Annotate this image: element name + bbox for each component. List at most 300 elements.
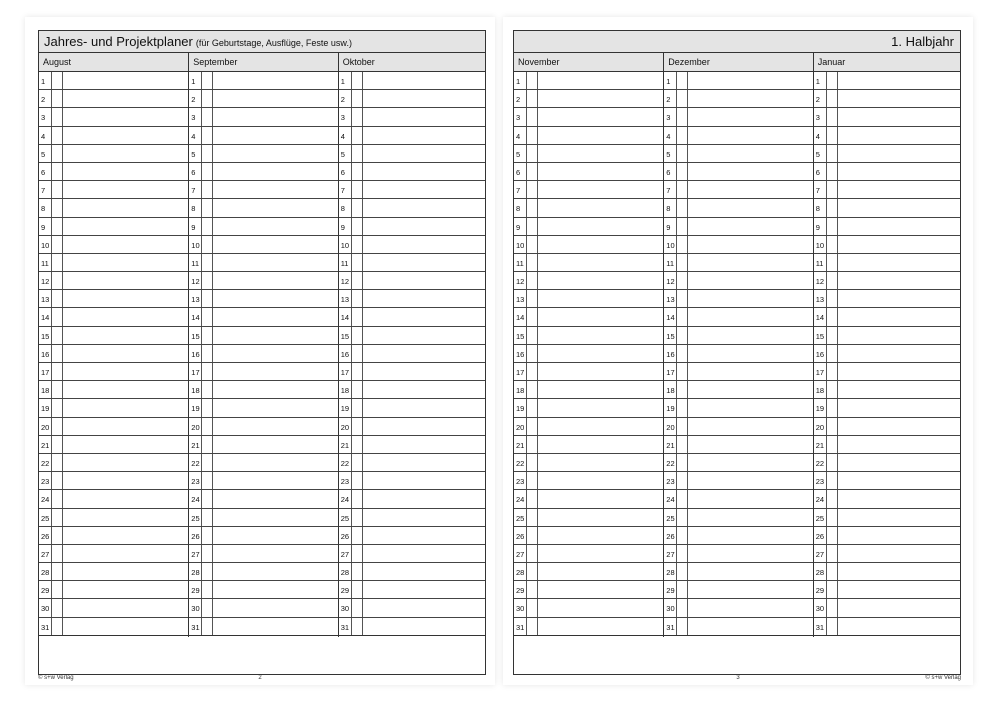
day-number: 23: [666, 477, 675, 487]
right-page: [503, 17, 973, 685]
day-number: 29: [340, 586, 350, 596]
day-number: 14: [516, 313, 525, 323]
month-header: November: [514, 53, 663, 72]
day-list: [339, 72, 485, 637]
day-number: 12: [666, 277, 675, 287]
day-number: 7: [666, 186, 671, 196]
day-row: [514, 381, 663, 399]
day-number: 1: [666, 77, 671, 86]
day-number: 29: [666, 586, 675, 596]
month-header: September: [189, 53, 337, 72]
day-number: 9: [340, 222, 345, 232]
day-row: [339, 218, 485, 236]
day-number: 27: [41, 549, 50, 559]
day-row: [664, 599, 812, 617]
month-header: Dezember: [664, 53, 812, 72]
day-number: 21: [815, 440, 825, 450]
day-row: [814, 181, 960, 199]
day-number: 18: [41, 386, 50, 396]
day-row: [339, 363, 485, 381]
day-number: 17: [666, 368, 675, 377]
day-number: 19: [815, 404, 825, 414]
day-row: [664, 308, 812, 326]
day-row: [189, 490, 337, 508]
day-row: [39, 236, 188, 254]
day-row: [39, 490, 188, 508]
day-row: [339, 545, 485, 563]
day-row: [39, 545, 188, 563]
day-number: 3: [666, 113, 671, 123]
day-row: [514, 545, 663, 563]
day-row: [339, 236, 485, 254]
day-row: [814, 308, 960, 326]
day-row: [189, 308, 337, 326]
day-row: [664, 72, 812, 90]
left-page: [25, 17, 495, 685]
day-row: [39, 363, 188, 381]
day-number: 31: [666, 622, 675, 632]
day-row: [664, 290, 812, 308]
day-number: 26: [516, 531, 525, 541]
day-row: [664, 545, 812, 563]
day-number: 28: [41, 568, 50, 578]
day-row: [339, 399, 485, 417]
day-row: [664, 563, 812, 581]
day-row: [814, 290, 960, 308]
day-row: [339, 127, 485, 145]
day-row: [39, 618, 188, 636]
day-row: [814, 108, 960, 126]
day-row: [514, 72, 663, 90]
day-number: 27: [191, 549, 200, 559]
day-number: 5: [516, 149, 521, 159]
day-row: [39, 254, 188, 272]
day-number: 23: [815, 477, 825, 487]
day-row: [39, 399, 188, 417]
day-number: 20: [815, 422, 825, 432]
planner-frame-right: [513, 30, 961, 675]
planner-title: Jahres- und Projektplaner (für Geburtstage, Ausflüge, Feste usw.): [44, 34, 352, 49]
day-row: [189, 618, 337, 636]
day-number: 25: [191, 513, 200, 523]
day-row: [814, 581, 960, 599]
day-row: [514, 327, 663, 345]
day-number: 13: [41, 295, 50, 305]
day-number: 22: [41, 458, 50, 468]
day-number: 7: [340, 186, 345, 196]
day-number: 2: [815, 95, 820, 105]
day-number: 25: [516, 513, 525, 523]
day-row: [664, 381, 812, 399]
day-number: 4: [516, 131, 521, 141]
day-row: [339, 327, 485, 345]
day-number: 21: [340, 440, 350, 450]
day-row: [39, 108, 188, 126]
day-number: 8: [41, 204, 46, 214]
day-row: [664, 581, 812, 599]
day-row: [814, 563, 960, 581]
day-row: [664, 418, 812, 436]
day-row: [39, 163, 188, 181]
day-number: 3: [815, 113, 820, 123]
day-row: [339, 145, 485, 163]
day-row: [339, 527, 485, 545]
day-number: 13: [666, 295, 675, 305]
page-number: 2: [258, 675, 262, 681]
day-number: 19: [666, 404, 675, 414]
day-row: [339, 618, 485, 636]
day-row: [189, 127, 337, 145]
day-number: 28: [666, 568, 675, 578]
month-grid-right: [514, 53, 960, 637]
day-list: [189, 72, 337, 637]
day-number: 6: [516, 167, 521, 177]
day-number: 3: [340, 113, 345, 123]
day-number: 1: [191, 77, 196, 86]
day-number: 29: [516, 586, 525, 596]
day-row: [664, 145, 812, 163]
day-row: [39, 527, 188, 545]
day-number: 16: [191, 349, 200, 359]
day-number: 31: [191, 622, 200, 632]
day-number: 31: [815, 622, 825, 632]
day-row: [189, 599, 337, 617]
day-row: [189, 472, 337, 490]
day-number: 12: [516, 277, 525, 287]
day-number: 29: [41, 586, 50, 596]
day-row: [189, 399, 337, 417]
day-row: [339, 199, 485, 217]
day-row: [339, 436, 485, 454]
day-number: 12: [340, 277, 350, 287]
day-row: [39, 599, 188, 617]
month-column-september: [188, 53, 337, 637]
day-row: [514, 345, 663, 363]
day-number: 14: [340, 313, 350, 323]
day-number: 20: [666, 422, 675, 432]
day-row: [339, 509, 485, 527]
day-number: 3: [191, 113, 196, 123]
day-number: 2: [666, 95, 671, 105]
day-row: [39, 345, 188, 363]
day-row: [189, 218, 337, 236]
day-row: [814, 327, 960, 345]
day-number: 22: [340, 458, 350, 468]
day-row: [514, 181, 663, 199]
copyright-footer: © s+w Verlag: [925, 675, 961, 681]
day-row: [39, 218, 188, 236]
day-number: 15: [516, 331, 525, 341]
title-bar-right: [514, 31, 960, 53]
day-row: [189, 345, 337, 363]
day-row: [514, 108, 663, 126]
day-number: 5: [340, 149, 345, 159]
day-number: 22: [815, 458, 825, 468]
day-row: [514, 527, 663, 545]
month-column-januar: [813, 53, 960, 637]
month-column-dezember: [663, 53, 812, 637]
half-year-title: 1. Halbjahr: [891, 34, 954, 49]
day-row: [339, 345, 485, 363]
day-number: 27: [340, 549, 350, 559]
day-row: [514, 254, 663, 272]
day-number: 29: [191, 586, 200, 596]
day-row: [514, 272, 663, 290]
day-number: 30: [41, 604, 50, 614]
day-number: 10: [340, 240, 350, 250]
day-number: 25: [815, 513, 825, 523]
day-number: 9: [516, 222, 521, 232]
day-number: 30: [340, 604, 350, 614]
day-row: [814, 618, 960, 636]
day-number: 19: [340, 404, 350, 414]
day-list: [514, 72, 663, 637]
day-number: 23: [41, 477, 50, 487]
day-number: 9: [666, 222, 671, 232]
day-row: [339, 290, 485, 308]
day-number: 27: [815, 549, 825, 559]
day-number: 2: [41, 95, 46, 105]
day-row: [814, 381, 960, 399]
day-number: 22: [666, 458, 675, 468]
day-row: [814, 272, 960, 290]
day-number: 11: [340, 258, 349, 268]
day-number: 1: [41, 77, 46, 86]
day-number: 24: [191, 495, 200, 505]
day-number: 26: [815, 531, 825, 541]
day-row: [189, 290, 337, 308]
notes-area-left: [39, 635, 485, 674]
day-row: [189, 90, 337, 108]
month-header: Oktober: [339, 53, 485, 72]
month-column-november: [514, 53, 663, 637]
day-row: [39, 199, 188, 217]
day-number: 15: [340, 331, 350, 341]
day-number: 14: [666, 313, 675, 323]
day-number: 1: [516, 77, 521, 86]
day-list: [39, 72, 188, 637]
day-number: 30: [191, 604, 200, 614]
day-row: [339, 381, 485, 399]
day-number: 3: [516, 113, 521, 123]
day-row: [39, 127, 188, 145]
day-number: 24: [41, 495, 50, 505]
day-row: [189, 272, 337, 290]
day-number: 19: [41, 404, 50, 414]
day-row: [814, 163, 960, 181]
day-number: 28: [516, 568, 525, 578]
day-row: [189, 581, 337, 599]
day-row: [189, 181, 337, 199]
day-row: [514, 218, 663, 236]
day-row: [814, 472, 960, 490]
day-row: [189, 527, 337, 545]
day-row: [514, 236, 663, 254]
day-row: [664, 399, 812, 417]
day-number: 10: [41, 240, 50, 250]
day-row: [664, 108, 812, 126]
day-row: [664, 90, 812, 108]
day-number: 16: [815, 349, 825, 359]
day-row: [339, 599, 485, 617]
day-row: [664, 199, 812, 217]
day-row: [814, 490, 960, 508]
day-number: 24: [815, 495, 825, 505]
day-number: 10: [666, 240, 675, 250]
day-number: 4: [191, 131, 196, 141]
day-number: 24: [666, 495, 675, 505]
day-number: 7: [815, 186, 820, 196]
day-row: [514, 308, 663, 326]
day-row: [339, 581, 485, 599]
day-row: [814, 345, 960, 363]
day-row: [39, 509, 188, 527]
day-row: [339, 418, 485, 436]
day-row: [39, 327, 188, 345]
day-row: [39, 308, 188, 326]
day-number: 11: [516, 258, 524, 268]
day-number: 24: [340, 495, 350, 505]
day-row: [339, 254, 485, 272]
day-row: [189, 108, 337, 126]
day-number: 5: [191, 149, 196, 159]
day-number: 18: [516, 386, 525, 396]
day-number: 16: [666, 349, 675, 359]
day-row: [39, 290, 188, 308]
day-number: 23: [340, 477, 350, 487]
day-number: 4: [41, 131, 46, 141]
day-row: [189, 163, 337, 181]
day-number: 2: [340, 95, 345, 105]
day-row: [664, 236, 812, 254]
day-number: 21: [41, 440, 50, 450]
planner-frame-left: [38, 30, 486, 675]
day-row: [814, 509, 960, 527]
day-number: 16: [41, 349, 50, 359]
day-row: [514, 436, 663, 454]
day-row: [664, 181, 812, 199]
day-number: 9: [815, 222, 820, 232]
day-number: 11: [815, 258, 824, 268]
day-row: [514, 618, 663, 636]
day-row: [339, 90, 485, 108]
copyright-footer: © s+w Verlag: [38, 675, 74, 681]
day-row: [814, 436, 960, 454]
day-number: 21: [666, 440, 675, 450]
notes-area-right: [514, 635, 960, 674]
day-row: [814, 72, 960, 90]
day-number: 5: [666, 149, 671, 159]
day-row: [814, 254, 960, 272]
day-row: [189, 145, 337, 163]
day-number: 14: [815, 313, 825, 323]
day-row: [339, 272, 485, 290]
day-row: [514, 509, 663, 527]
day-number: 8: [815, 204, 820, 214]
day-row: [664, 454, 812, 472]
day-row: [814, 90, 960, 108]
day-number: 9: [191, 222, 196, 232]
day-row: [514, 363, 663, 381]
day-row: [39, 181, 188, 199]
day-number: 8: [666, 204, 671, 214]
day-row: [514, 454, 663, 472]
day-number: 10: [516, 240, 525, 250]
day-number: 26: [666, 531, 675, 541]
day-number: 25: [666, 513, 675, 523]
day-list: [814, 72, 960, 637]
day-number: 15: [191, 331, 200, 341]
day-number: 1: [340, 77, 345, 86]
day-number: 21: [191, 440, 200, 450]
day-number: 25: [340, 513, 350, 523]
day-row: [814, 454, 960, 472]
day-number: 12: [41, 277, 50, 287]
day-number: 31: [340, 622, 350, 632]
day-row: [514, 145, 663, 163]
day-row: [664, 436, 812, 454]
day-row: [189, 199, 337, 217]
day-row: [189, 327, 337, 345]
day-row: [39, 436, 188, 454]
month-column-august: [39, 53, 188, 637]
day-number: 10: [191, 240, 200, 250]
day-number: 15: [815, 331, 825, 341]
day-number: 23: [516, 477, 525, 487]
day-number: 13: [815, 295, 825, 305]
day-row: [514, 472, 663, 490]
day-number: 30: [516, 604, 525, 614]
planner-subtitle: (für Geburtstage, Ausflüge, Feste usw.): [195, 38, 352, 48]
day-number: 2: [191, 95, 196, 105]
day-number: 12: [191, 277, 200, 287]
day-number: 18: [815, 386, 825, 396]
day-number: 17: [815, 368, 825, 377]
day-row: [39, 90, 188, 108]
day-row: [664, 127, 812, 145]
day-row: [664, 327, 812, 345]
page-number: 3: [736, 675, 740, 681]
month-header: August: [39, 53, 188, 72]
day-row: [664, 618, 812, 636]
day-number: 10: [815, 240, 825, 250]
day-number: 7: [41, 186, 46, 196]
day-row: [814, 236, 960, 254]
day-row: [664, 527, 812, 545]
day-number: 30: [666, 604, 675, 614]
day-row: [189, 236, 337, 254]
day-row: [814, 527, 960, 545]
day-number: 20: [41, 422, 50, 432]
day-row: [514, 599, 663, 617]
day-number: 4: [815, 131, 820, 141]
day-number: 26: [191, 531, 200, 541]
day-row: [514, 418, 663, 436]
day-number: 18: [340, 386, 350, 396]
day-number: 16: [340, 349, 350, 359]
day-row: [514, 563, 663, 581]
day-row: [814, 545, 960, 563]
day-number: 1: [815, 77, 820, 86]
day-row: [814, 599, 960, 617]
day-number: 6: [666, 167, 671, 177]
day-row: [339, 490, 485, 508]
day-number: 12: [815, 277, 825, 287]
day-row: [189, 254, 337, 272]
day-row: [339, 563, 485, 581]
day-number: 30: [815, 604, 825, 614]
day-row: [514, 199, 663, 217]
